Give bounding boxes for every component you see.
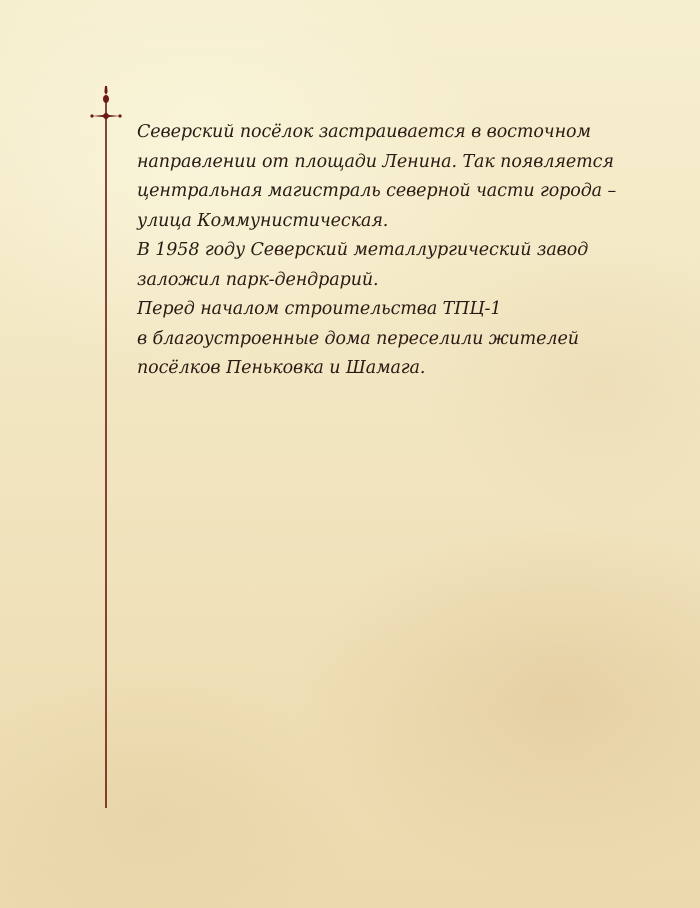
ornament-tip	[104, 86, 107, 95]
ornament-knob	[103, 95, 109, 103]
vertical-rule-ornament-icon	[86, 86, 126, 808]
text-line: заложил парк-дендрарий.	[137, 269, 379, 290]
ornament-stem	[105, 102, 107, 808]
text-line: улица Коммунистическая.	[137, 210, 389, 231]
text-line: центральная магистраль северной части города –	[137, 181, 617, 201]
text-line: Перед началом строительства ТПЦ-1	[137, 299, 502, 319]
text-line: посёлков Пеньковка и Шамага.	[137, 358, 426, 378]
text-line: направлении от площади Ленина. Так появляется	[137, 151, 614, 172]
text-line: в благоустроенные дома переселили жителей	[137, 328, 579, 349]
text-line: Северский посёлок застраивается в восточном	[137, 122, 591, 142]
text-line: В 1958 году Северский металлургический завод	[137, 240, 589, 260]
body-text	[137, 118, 657, 384]
